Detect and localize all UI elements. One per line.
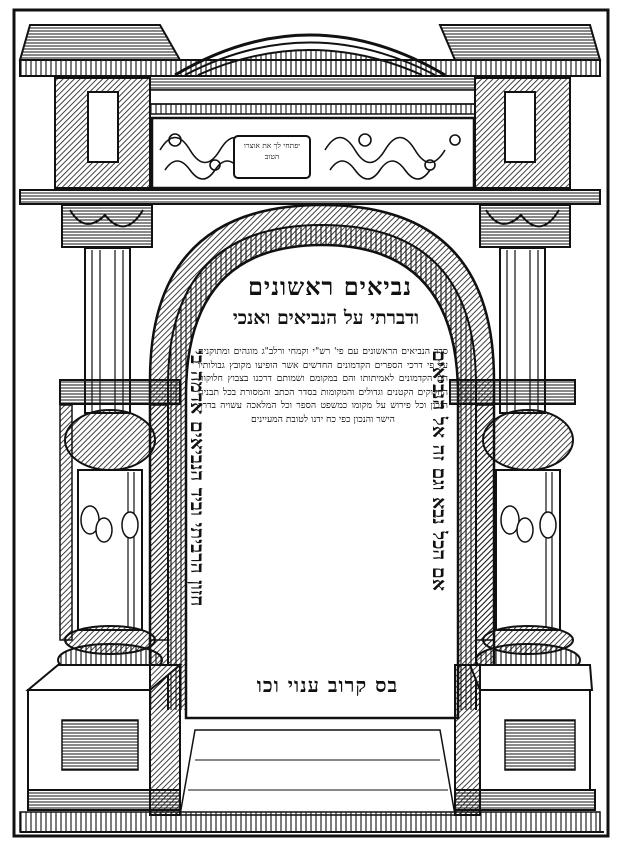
left-column	[58, 205, 180, 676]
body-paragraph: סדר הנביאים הראשונים עם פי' רש"י וקמחי ורלב"ג מוגהים ומתוקנים על פי דרכי הספרים הקדמונים החדשים אשר הופיעו מקובץ גבולותיו הם הקדמונים לאמיתותו והם במקומם ושמותם דרכנו בצבוץ חלוקות החלוקים הקטנים וגדולים והמקומות בסדר הכתב והמסורת בכל תבנית הנכון וכל פירוש על מקומו כמשפט הספר וכל המלאכה עשויה בדרך הישר והנכון כפי כח ידנו לטובת המעיינים	[198, 346, 448, 425]
left-vertical-inscription: חזון הרביתי וביד הנביאים אדמה בי	[186, 350, 208, 607]
page-title: נביאים ראשונים	[247, 272, 413, 301]
page-subtitle: ודברתי על הנביאים ואנכי	[232, 307, 420, 329]
frieze-cartouche-text: יפתחי לך את אוצרו הטוב	[243, 141, 301, 161]
right-vertical-inscription: אם הכל נבא וגם זה אל הנביאים	[428, 350, 450, 591]
bottom-inscription: בס קרוב ענוי וכו	[256, 673, 399, 697]
